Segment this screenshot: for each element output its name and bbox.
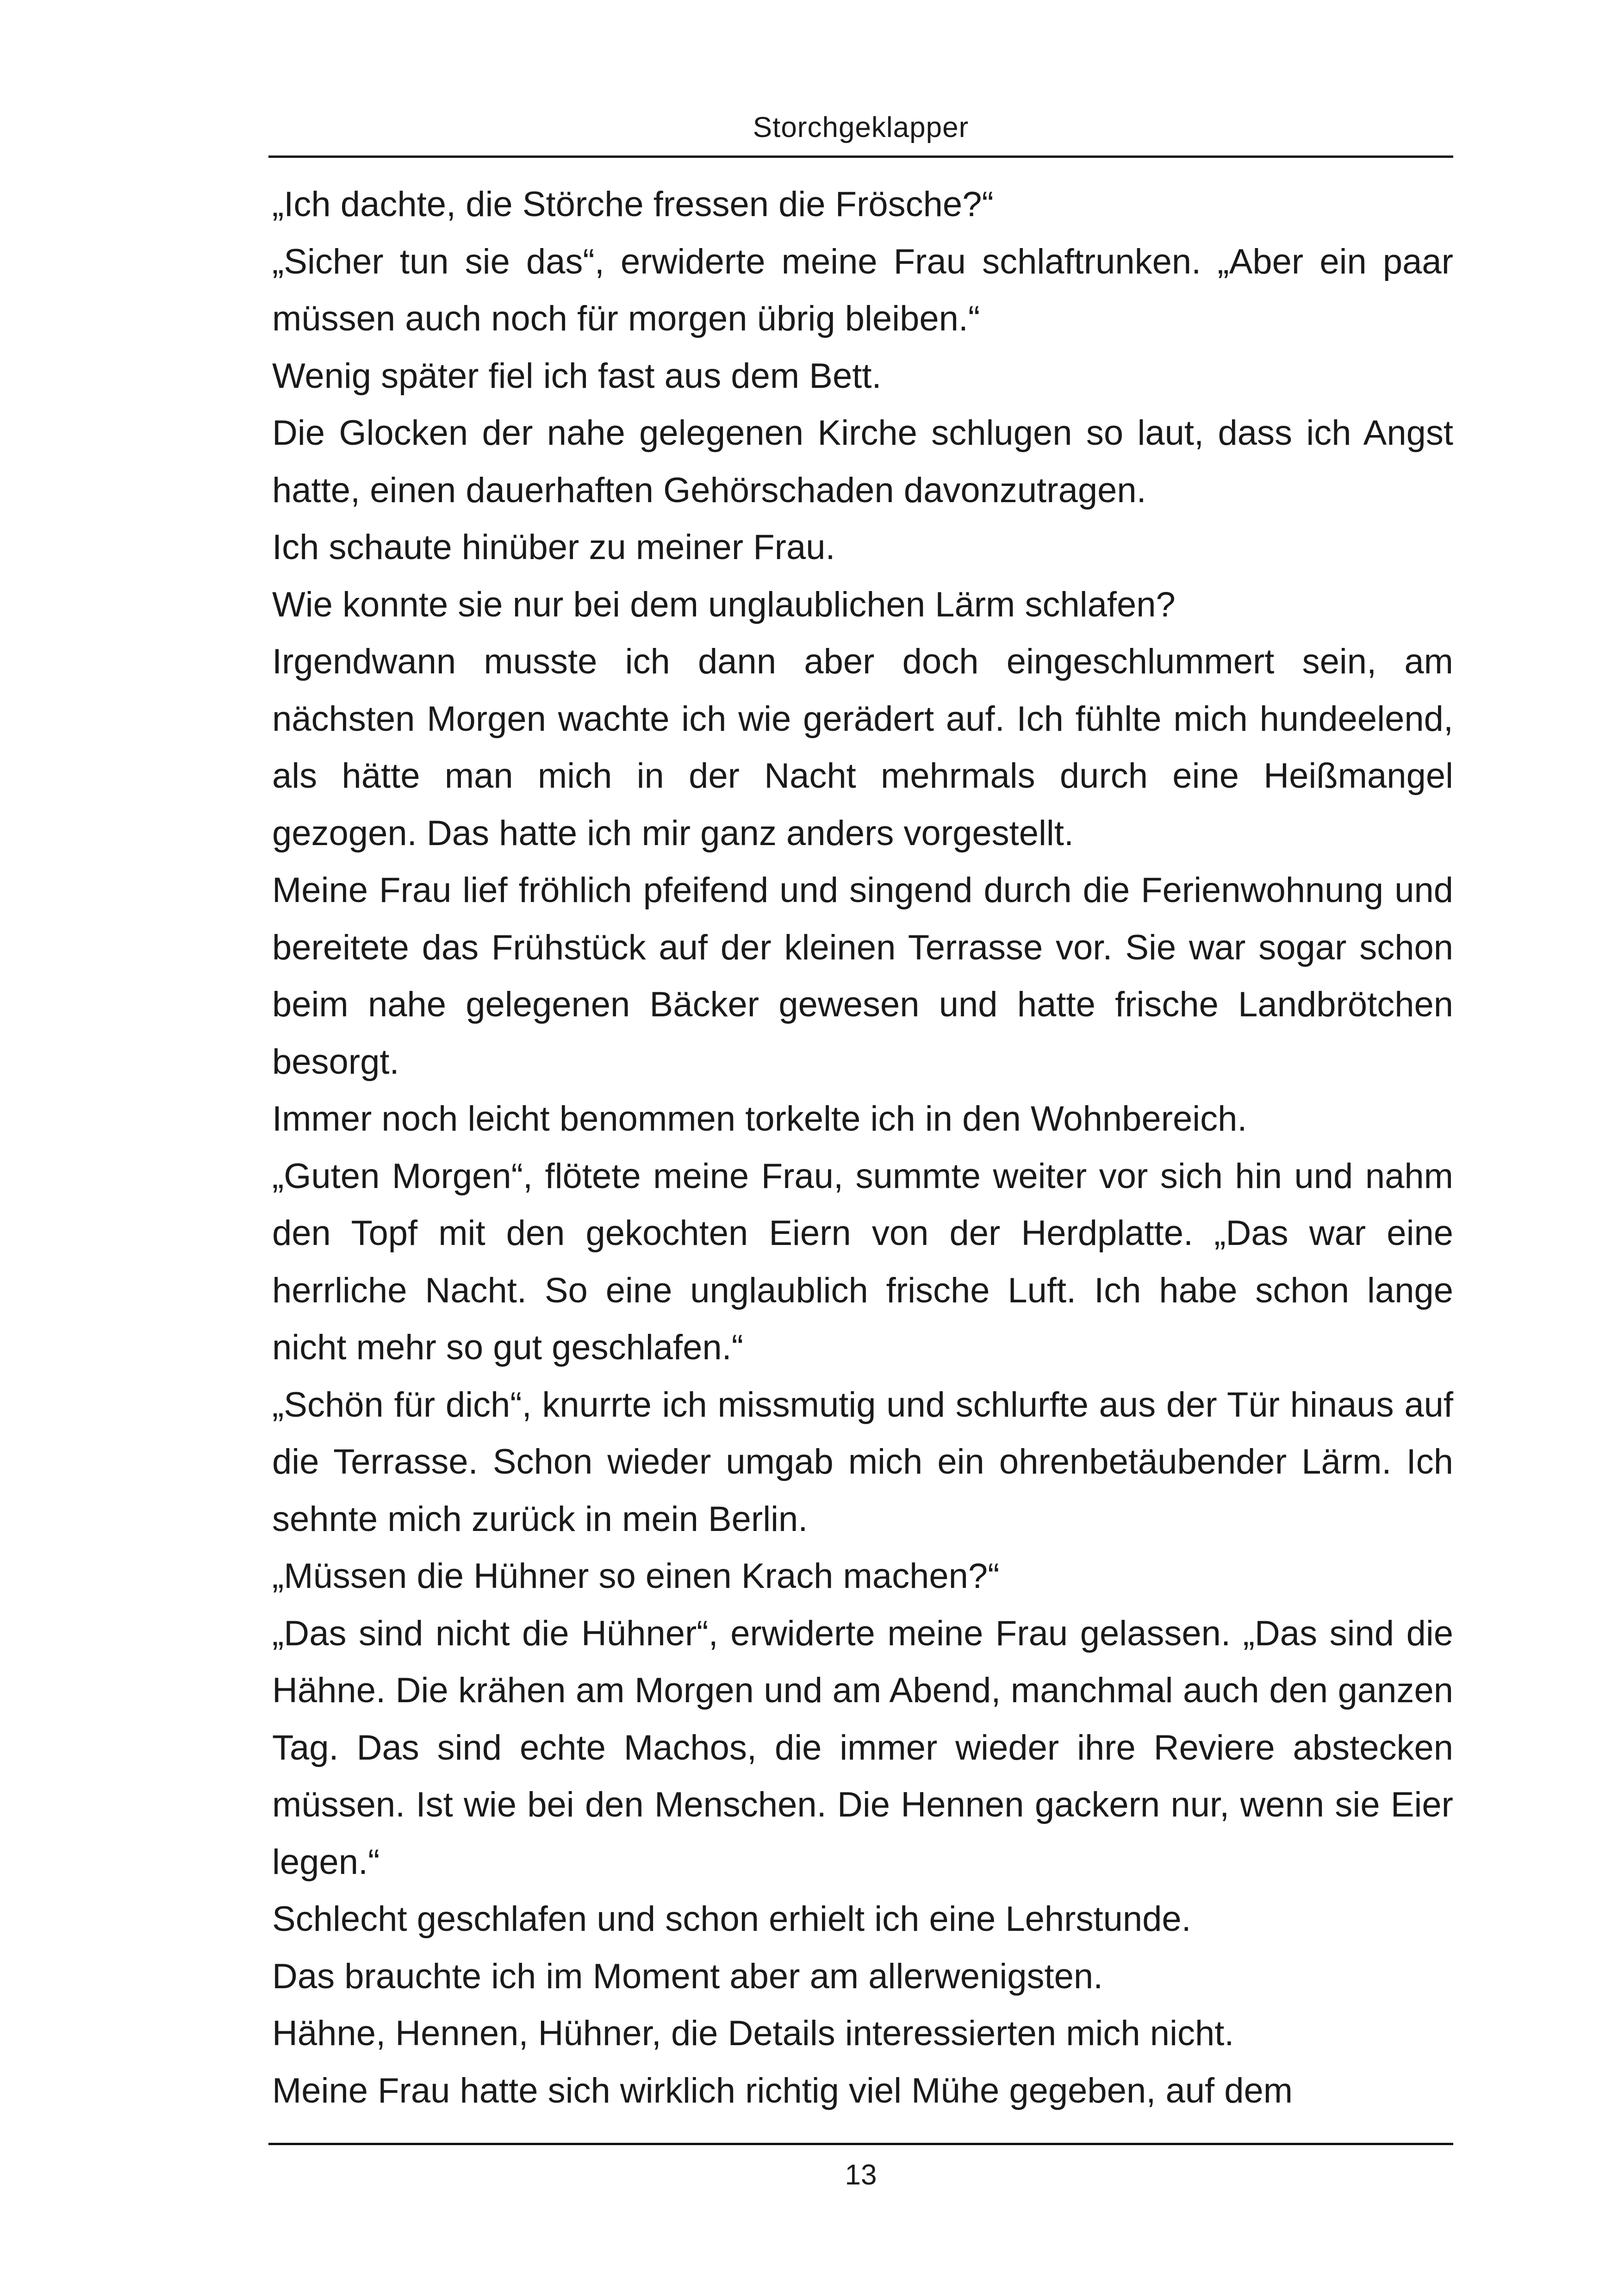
paragraph: Meine Frau hatte sich wirklich richtig viel Mühe gegeben, auf dem (272, 2071, 1293, 2110)
header-rule (268, 156, 1453, 158)
paragraph: Hähne, Hennen, Hühner, die Details interessierten mich nicht. (272, 2014, 1234, 2053)
paragraph: Irgendwann musste ich dann aber doch eingeschlummert sein, am nächsten Morgen wachte ich wie gerädert auf. Ich fühlte mich hundeelend, als hätte man mich in der Nacht mehrmals durch eine Heißmangel gezogen. Das hatte ich mir ganz anders vorgestellt. (272, 642, 1453, 853)
paragraph: „Schön für dich“, knurrte ich missmutig und schlurfte aus der Tür hinaus auf die Terrasse. Schon wieder umgab mich ein ohrenbetäubender Lärm. Ich sehnte mich zurück in mein Berlin. (272, 1385, 1453, 1539)
paragraph: Das brauchte ich im Moment aber am allerwenigsten. (272, 1956, 1103, 1996)
running-header: Storchgeklapper (753, 112, 969, 143)
paragraph: Meine Frau lief fröhlich pfeifend und singend durch die Ferienwohnung und bereitete das Frühstück auf der kleinen Terrasse vor. Sie war sogar schon beim nahe gelegenen Bäcker gewesen und hatte frische Landbrötchen besorgt. (272, 871, 1453, 1082)
footer-rule (268, 2143, 1453, 2145)
paragraph: „Ich dachte, die Störche fressen die Frösche?“ (272, 185, 994, 224)
paragraph: Schlecht geschlafen und schon erhielt ich eine Lehrstunde. (272, 1899, 1191, 1939)
paragraph: Ich schaute hinüber zu meiner Frau. (272, 528, 835, 567)
paragraph: „Sicher tun sie das“, erwiderte meine Frau schlaftrunken. „Aber ein paar müssen auch noch für morgen übrig bleiben.“ (272, 242, 1453, 338)
paragraph: „Guten Morgen“, flötete meine Frau, summte weiter vor sich hin und nahm den Topf mit den gekochten Eiern von der Herdplatte. „Das war eine herrliche Nacht. So eine unglaublich frische Luft. Ich habe schon lange nicht mehr so gut geschlafen.“ (272, 1156, 1453, 1367)
body-text (272, 176, 1453, 2119)
paragraph: „Das sind nicht die Hühner“, erwiderte meine Frau gelassen. „Das sind die Hähne. Die krähen am Morgen und am Abend, manchmal auch den ganzen Tag. Das sind echte Machos, die immer wieder ihre Reviere abstecken müssen. Ist wie bei den Menschen. Die Hennen gackern nur, wenn sie Eier legen.“ (272, 1613, 1453, 1882)
paragraph: Wenig später fiel ich fast aus dem Bett. (272, 356, 882, 396)
page-number: 13 (845, 2159, 877, 2191)
paragraph: Die Glocken der nahe gelegenen Kirche schlugen so laut, dass ich Angst hatte, einen dauerhaften Gehörschaden davonzutragen. (272, 413, 1453, 510)
paragraph: Wie konnte sie nur bei dem unglaublichen Lärm schlafen? (272, 585, 1176, 624)
paragraph: Immer noch leicht benommen torkelte ich in den Wohnbereich. (272, 1099, 1247, 1139)
paragraph: „Müssen die Hühner so einen Krach machen?“ (272, 1556, 1000, 1596)
